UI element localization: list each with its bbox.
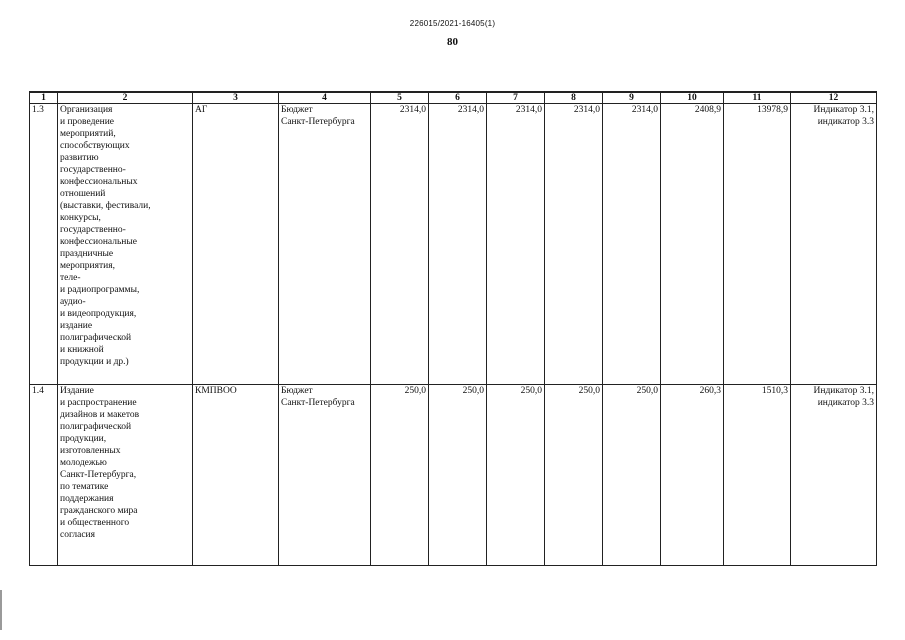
column-header: 6: [429, 92, 487, 104]
value-col-8: 250,0: [545, 385, 603, 566]
value-col-9: 250,0: [603, 385, 661, 566]
value-col-7: 2314,0: [487, 104, 545, 385]
funding-source: Бюджет Санкт-Петербурга: [279, 104, 371, 385]
document-registration-number: 226015/2021-16405(1): [409, 19, 496, 28]
executor: АГ: [193, 104, 279, 385]
page-number: 80: [447, 36, 458, 48]
column-header: 2: [58, 92, 193, 104]
column-header: 3: [193, 92, 279, 104]
table-row: [30, 104, 877, 385]
activity-description: Организация и проведение мероприятий, способствующих развитию государственно- конфессиональных отношений (выставки, фестивали, конкурсы, государственно- конфессиональные праздничные мероприятия, теле- и радиопрограммы, аудио- и видеопродукция, издание полиграфической и книжной продукции и др.): [58, 104, 193, 385]
table-header-row: [30, 92, 877, 104]
indicator: Индикатор 3.1, индикатор 3.3: [791, 385, 877, 566]
value-col-7: 250,0: [487, 385, 545, 566]
value-col-5: 250,0: [371, 385, 429, 566]
column-header: 5: [371, 92, 429, 104]
column-header: 10: [661, 92, 724, 104]
value-col-5: 2314,0: [371, 104, 429, 385]
column-header: 1: [30, 92, 58, 104]
budget-table: [29, 91, 877, 566]
value-col-6: 2314,0: [429, 104, 487, 385]
column-header: 11: [724, 92, 791, 104]
column-header: 8: [545, 92, 603, 104]
row-number: 1.3: [30, 104, 58, 385]
table-row: [30, 385, 877, 566]
total-value: 13978,9: [724, 104, 791, 385]
column-header: 4: [279, 92, 371, 104]
activity-description: Издание и распространение дизайнов и макетов полиграфической продукции, изготовленных молодежью Санкт-Петербурга, по тематике поддержания гражданского мира и общественного согласия: [58, 385, 193, 566]
value-col-6: 250,0: [429, 385, 487, 566]
value-col-10: 2408,9: [661, 104, 724, 385]
funding-source: Бюджет Санкт-Петербурга: [279, 385, 371, 566]
value-col-10: 260,3: [661, 385, 724, 566]
total-value: 1510,3: [724, 385, 791, 566]
executor: КМПВОО: [193, 385, 279, 566]
column-header: 7: [487, 92, 545, 104]
scan-edge-mark: [0, 590, 2, 630]
column-header: 12: [791, 92, 877, 104]
row-number: 1.4: [30, 385, 58, 566]
value-col-9: 2314,0: [603, 104, 661, 385]
column-header: 9: [603, 92, 661, 104]
value-col-8: 2314,0: [545, 104, 603, 385]
indicator: Индикатор 3.1, индикатор 3.3: [791, 104, 877, 385]
